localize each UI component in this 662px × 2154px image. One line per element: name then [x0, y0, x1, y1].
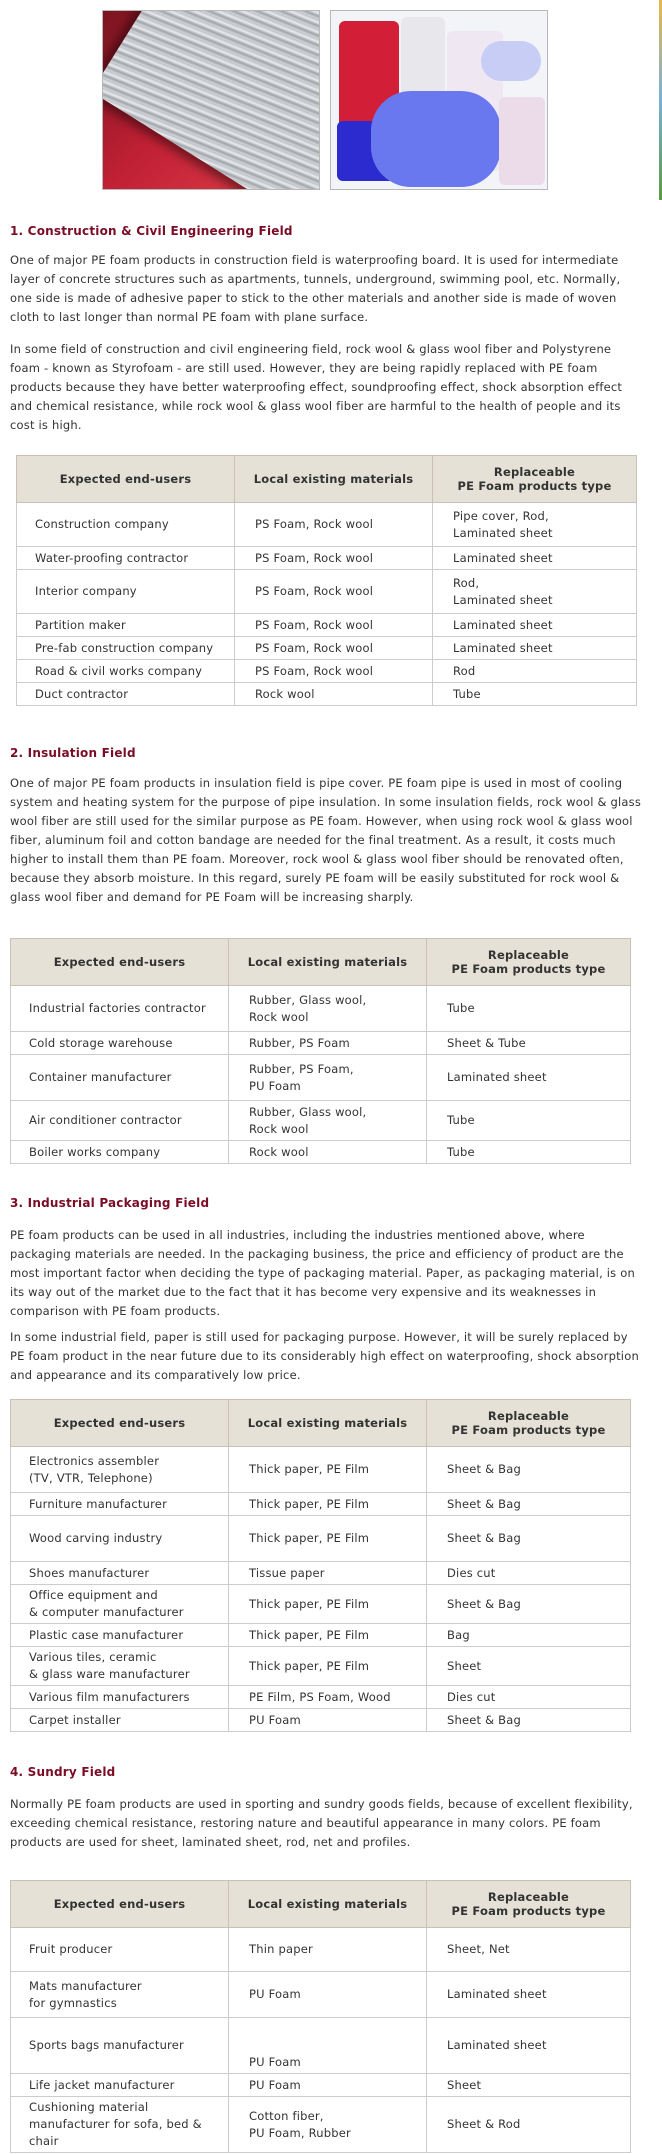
end-user-cell: Partition maker: [17, 614, 235, 637]
table-row: [17, 683, 637, 706]
table-header: Expected end-users: [11, 1881, 229, 1928]
end-user-cell: Duct contractor: [17, 683, 235, 706]
table-row: [11, 1624, 631, 1647]
paragraph: PE foam products can be used in all industries, including the industries mentioned above, where packaging materials are needed. In the packaging business, the price and efficiency of product are the most important factor when deciding the type of packaging material. Paper, as packaging material, is on its way out of the market due to the fact that it has become very expensive and its weaknesses in comparison with PE foam products.: [10, 1228, 635, 1318]
existing-material-cell: PE Film, PS Foam, Wood: [229, 1686, 427, 1709]
table-row: [17, 503, 637, 547]
end-user-cell: Various tiles, ceramic & glass ware manufacturer: [11, 1647, 229, 1686]
table-row: [11, 1972, 631, 2018]
end-user-cell: Plastic case manufacturer: [11, 1624, 229, 1647]
product-type-cell: Sheet & Bag: [427, 1447, 631, 1493]
table-row: [11, 1516, 631, 1562]
end-user-cell: Industrial factories contractor: [11, 986, 229, 1032]
section-title-construction: 1. Construction & Civil Engineering Field: [10, 224, 293, 238]
table-header: Expected end-users: [17, 456, 235, 503]
end-user-cell: Air conditioner contractor: [11, 1101, 229, 1141]
section-title-sundry: 4. Sundry Field: [10, 1765, 116, 1779]
table-row: [17, 614, 637, 637]
existing-material-cell: PU Foam: [229, 1709, 427, 1732]
table-row: [17, 570, 637, 614]
end-user-cell: Mats manufacturer for gymnastics: [11, 1972, 229, 2018]
table-row: [11, 1686, 631, 1709]
end-user-cell: Furniture manufacturer: [11, 1493, 229, 1516]
packaging-table: [10, 1399, 631, 1732]
table-header: Local existing materials: [229, 939, 427, 986]
table-row: [11, 2074, 631, 2097]
table-row: [11, 1032, 631, 1055]
existing-material-cell: Thick paper, PE Film: [229, 1647, 427, 1686]
existing-material-cell: Thick paper, PE Film: [229, 1493, 427, 1516]
table-row: [11, 1141, 631, 1164]
existing-material-cell: Thick paper, PE Film: [229, 1624, 427, 1647]
table-row: [11, 2097, 631, 2153]
product-type-cell: Dies cut: [427, 1686, 631, 1709]
end-user-cell: Road & civil works company: [17, 660, 235, 683]
paragraph: One of major PE foam products in construction field is waterproofing board. It is used for intermediate layer of concrete structures such as apartments, tunnels, underground, swimming pool, etc. Normally, one side is made of adhesive paper to stick to the other materials and another side is made of woven cloth to last longer than normal PE foam with plane surface.: [10, 253, 621, 324]
end-user-cell: Shoes manufacturer: [11, 1562, 229, 1585]
table-header: Replaceable PE Foam products type: [427, 939, 631, 986]
end-user-cell: Life jacket manufacturer: [11, 2074, 229, 2097]
existing-material-cell: PS Foam, Rock wool: [235, 547, 433, 570]
table-header: Expected end-users: [11, 1400, 229, 1447]
table-header: Local existing materials: [229, 1881, 427, 1928]
product-type-cell: Tube: [427, 986, 631, 1032]
sundry-table: [10, 1880, 631, 2153]
existing-material-cell: PS Foam, Rock wool: [235, 660, 433, 683]
table-row: [11, 1709, 631, 1732]
paragraph: Normally PE foam products are used in sporting and sundry goods fields, because of excellent flexibility, exceeding chemical resistance, restoring nature and beautiful appearance in many colors. PE foam products are used for sheet, laminated sheet, rod, net and profiles.: [10, 1797, 633, 1849]
existing-material-cell: PS Foam, Rock wool: [235, 503, 433, 547]
product-type-cell: Dies cut: [427, 1562, 631, 1585]
table-header: Local existing materials: [235, 456, 433, 503]
existing-material-cell: Thick paper, PE Film: [229, 1585, 427, 1624]
end-user-cell: Office equipment and & computer manufacturer: [11, 1585, 229, 1624]
existing-material-cell: PS Foam, Rock wool: [235, 614, 433, 637]
product-type-cell: Tube: [427, 1101, 631, 1141]
existing-material-cell: Rubber, PS Foam: [229, 1032, 427, 1055]
pe-foam-rolls-image: [330, 10, 548, 190]
insulation-table: [10, 938, 631, 1164]
existing-material-cell: Rubber, PS Foam, PU Foam: [229, 1055, 427, 1101]
end-user-cell: Container manufacturer: [11, 1055, 229, 1101]
product-type-cell: Sheet & Rod: [427, 2097, 631, 2153]
table-row: [11, 1101, 631, 1141]
existing-material-cell: Thick paper, PE Film: [229, 1516, 427, 1562]
table-row: [17, 637, 637, 660]
section-title-insulation: 2. Insulation Field: [10, 746, 136, 760]
end-user-cell: Boiler works company: [11, 1141, 229, 1164]
end-user-cell: Water-proofing contractor: [17, 547, 235, 570]
product-type-cell: Sheet & Bag: [427, 1493, 631, 1516]
end-user-cell: Wood carving industry: [11, 1516, 229, 1562]
existing-material-cell: Thin paper: [229, 1928, 427, 1972]
foil-foam-sheet-image: [102, 10, 320, 190]
end-user-cell: Cold storage warehouse: [11, 1032, 229, 1055]
end-user-cell: Pre-fab construction company: [17, 637, 235, 660]
product-type-cell: Sheet & Bag: [427, 1709, 631, 1732]
product-type-cell: Laminated sheet: [427, 2018, 631, 2074]
section-title-packaging: 3. Industrial Packaging Field: [10, 1196, 210, 1210]
table-header: Expected end-users: [11, 939, 229, 986]
end-user-cell: Various film manufacturers: [11, 1686, 229, 1709]
existing-material-cell: Rock wool: [235, 683, 433, 706]
end-user-cell: Cushioning material manufacturer for sofa, bed & chair: [11, 2097, 229, 2153]
existing-material-cell: Rock wool: [229, 1141, 427, 1164]
product-type-cell: Laminated sheet: [427, 1055, 631, 1101]
product-type-cell: Tube: [427, 1141, 631, 1164]
table-header: Replaceable PE Foam products type: [427, 1881, 631, 1928]
existing-material-cell: PU Foam: [229, 1972, 427, 2018]
existing-material-cell: PU Foam: [229, 2018, 427, 2074]
product-type-cell: Sheet & Tube: [427, 1032, 631, 1055]
paragraph: In some field of construction and civil engineering field, rock wool & glass wool fiber and Polystyrene foam - known as Styrofoam - are still used. However, they are being rapidly replaced with PE foam products because they have better waterproofing effect, soundproofing effect, shock absorption effect and chemical resistance, while rock wool & glass wool fiber are harmful to the health of people and its cost is high.: [10, 342, 623, 432]
table-row: [11, 986, 631, 1032]
table-header: Replaceable PE Foam products type: [433, 456, 637, 503]
product-type-cell: Laminated sheet: [433, 547, 637, 570]
table-row: [11, 1493, 631, 1516]
table-row: [11, 1928, 631, 1972]
table-row: [11, 2018, 631, 2074]
end-user-cell: Electronics assembler (TV, VTR, Telephone): [11, 1447, 229, 1493]
existing-material-cell: PS Foam, Rock wool: [235, 637, 433, 660]
product-type-cell: Bag: [427, 1624, 631, 1647]
table-header: Replaceable PE Foam products type: [427, 1400, 631, 1447]
product-type-cell: Laminated sheet: [433, 637, 637, 660]
existing-material-cell: Thick paper, PE Film: [229, 1447, 427, 1493]
end-user-cell: Construction company: [17, 503, 235, 547]
product-type-cell: Sheet: [427, 1647, 631, 1686]
existing-material-cell: PS Foam, Rock wool: [235, 570, 433, 614]
product-type-cell: Sheet: [427, 2074, 631, 2097]
table-row: [11, 1447, 631, 1493]
product-type-cell: Laminated sheet: [433, 614, 637, 637]
end-user-cell: Fruit producer: [11, 1928, 229, 1972]
table-row: [17, 547, 637, 570]
table-row: [11, 1562, 631, 1585]
product-type-cell: Sheet & Bag: [427, 1516, 631, 1562]
existing-material-cell: Tissue paper: [229, 1562, 427, 1585]
product-type-cell: Rod, Laminated sheet: [433, 570, 637, 614]
table-row: [11, 1585, 631, 1624]
table-row: [11, 1647, 631, 1686]
existing-material-cell: Cotton fiber, PU Foam, Rubber: [229, 2097, 427, 2153]
end-user-cell: Interior company: [17, 570, 235, 614]
product-type-cell: Sheet, Net: [427, 1928, 631, 1972]
end-user-cell: Sports bags manufacturer: [11, 2018, 229, 2074]
end-user-cell: Carpet installer: [11, 1709, 229, 1732]
table-header: Local existing materials: [229, 1400, 427, 1447]
product-type-cell: Laminated sheet: [427, 1972, 631, 2018]
table-row: [17, 660, 637, 683]
table-row: [11, 1055, 631, 1101]
paragraph: In some industrial field, paper is still used for packaging purpose. However, it will be surely replaced by PE foam product in the near future due to its considerably high effect on waterproofing, shock absorption and appearance and its comparatively low price.: [10, 1330, 639, 1382]
product-type-cell: Tube: [433, 683, 637, 706]
construction-table: [16, 455, 637, 706]
product-type-cell: Sheet & Bag: [427, 1585, 631, 1624]
existing-material-cell: PU Foam: [229, 2074, 427, 2097]
existing-material-cell: Rubber, Glass wool, Rock wool: [229, 986, 427, 1032]
paragraph: One of major PE foam products in insulation field is pipe cover. PE foam pipe is used in most of cooling system and heating system for the purpose of pipe insulation. In some insulation fields, rock wool & glass wool fiber are still used for the similar purpose as PE foam. However, when using rock wool & glass wool fiber, aluminum foil and cotton bandage are needed for the final treatment. As a result, it costs much higher to install them than PE foam. Moreover, rock wool & glass wool fiber should be renovated often, because they absorb moisture. In this regard, surely PE foam will be easily substituted for rock wool & glass wool fiber and demand for PE Foam will be increasing sharply.: [10, 776, 642, 904]
existing-material-cell: Rubber, Glass wool, Rock wool: [229, 1101, 427, 1141]
product-type-cell: Pipe cover, Rod, Laminated sheet: [433, 503, 637, 547]
product-type-cell: Rod: [433, 660, 637, 683]
